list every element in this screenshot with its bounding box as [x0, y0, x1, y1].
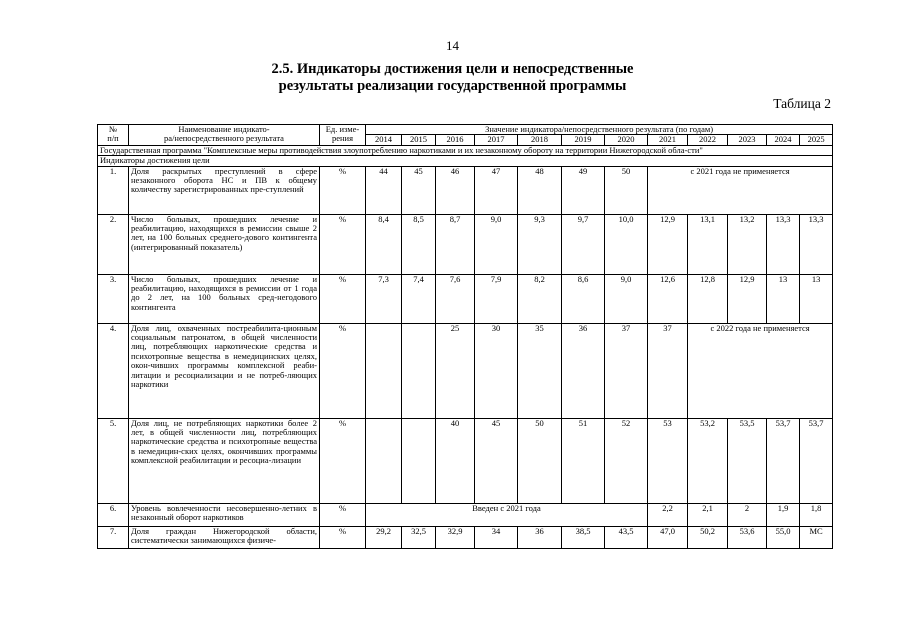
row-name: Доля граждан Нижегородской области, систематически занимающихся физиче- [129, 526, 320, 548]
table-row [98, 274, 833, 323]
row-note: с 2022 года не применяется [688, 323, 833, 418]
row-unit: % [320, 214, 366, 274]
page-number: 14 [446, 38, 459, 53]
value-cell: 36 [518, 526, 562, 548]
value-cell: 7,4 [402, 274, 436, 323]
value-cell: 9,0 [605, 274, 648, 323]
header-year: 2015 [402, 135, 436, 145]
header-year: 2014 [366, 135, 402, 145]
header-year: 2019 [562, 135, 605, 145]
value-cell: 53,7 [800, 418, 833, 503]
table-row [98, 214, 833, 274]
section-row [98, 156, 833, 166]
value-cell: 9,0 [475, 214, 518, 274]
row-unit: % [320, 503, 366, 526]
value-cell: 8,2 [518, 274, 562, 323]
table-row [98, 503, 833, 526]
value-cell: 40 [436, 418, 475, 503]
value-cell: 12,8 [688, 274, 728, 323]
row-note: с 2021 года не применяется [648, 166, 833, 214]
value-cell: 12,6 [648, 274, 688, 323]
header-year: 2021 [648, 135, 688, 145]
table-row [98, 323, 833, 418]
value-cell: 55,0 [767, 526, 800, 548]
value-cell: 9,3 [518, 214, 562, 274]
header-year: 2017 [475, 135, 518, 145]
value-cell: 8,7 [436, 214, 475, 274]
row-unit: % [320, 166, 366, 214]
value-cell: 53,5 [728, 418, 767, 503]
value-cell: 29,2 [366, 526, 402, 548]
value-cell: 32,9 [436, 526, 475, 548]
value-cell: 13,1 [688, 214, 728, 274]
value-cell: 2,1 [688, 503, 728, 526]
value-cell: МС [800, 526, 833, 548]
value-cell: 46 [436, 166, 475, 214]
program-row [98, 145, 833, 155]
value-cell: 45 [402, 166, 436, 214]
value-cell: 2,2 [648, 503, 688, 526]
value-cell: 13,3 [800, 214, 833, 274]
value-cell: 8,6 [562, 274, 605, 323]
value-cell: 51 [562, 418, 605, 503]
value-cell: 12,9 [728, 274, 767, 323]
value-cell: 49 [562, 166, 605, 214]
value-cell [366, 323, 402, 418]
table-row [98, 166, 833, 214]
section-indicators: Индикаторы достижения цели [98, 156, 833, 166]
value-cell: 43,5 [605, 526, 648, 548]
value-cell: 7,3 [366, 274, 402, 323]
header-year: 2020 [605, 135, 648, 145]
row-num: 1. [98, 166, 129, 214]
value-cell: 2 [728, 503, 767, 526]
row-num: 6. [98, 503, 129, 526]
header-unit-line2: рения [331, 133, 354, 144]
value-cell: 48 [518, 166, 562, 214]
value-cell: 1,9 [767, 503, 800, 526]
value-cell: 50,2 [688, 526, 728, 548]
header-row-1 [98, 125, 833, 135]
value-cell: 45 [475, 418, 518, 503]
value-cell: 53,2 [688, 418, 728, 503]
table-label: Таблица 2 [773, 96, 831, 111]
row-unit: % [320, 323, 366, 418]
row-num: 3. [98, 274, 129, 323]
value-cell: 8,5 [402, 214, 436, 274]
row-unit: % [320, 274, 366, 323]
document-title [0, 61, 905, 95]
row-name: Число больных, прошедших лечение и реабилитацию, находящихся в ремиссии от 1 года до 2 лет, на 100 больных сред-негодового контингента [129, 274, 320, 323]
row-unit: % [320, 418, 366, 503]
value-cell: 12,9 [648, 214, 688, 274]
row-num: 7. [98, 526, 129, 548]
header-year: 2016 [436, 135, 475, 145]
row-name: Число больных, прошедших лечение и реабилитацию, находящихся в ремиссии свыше 2 лет, на 100 больных среднего-дового контингента (интегрированный показатель) [129, 214, 320, 274]
row-unit: % [320, 526, 366, 548]
row-name: Уровень вовлеченности несовершенно-летних в незаконный оборот наркотиков [129, 503, 320, 526]
value-cell [402, 418, 436, 503]
value-cell: 53 [648, 418, 688, 503]
row-note: Введен с 2021 года [366, 503, 648, 526]
program-title: Государственная программа "Комплексные меры противодействия злоупотреблению наркотиками и их незаконному обороту на территории Нижегородской обла-сти" [98, 145, 833, 155]
table-row [98, 526, 833, 548]
value-cell: 9,7 [562, 214, 605, 274]
value-cell: 7,6 [436, 274, 475, 323]
row-num: 5. [98, 418, 129, 503]
value-cell: 30 [475, 323, 518, 418]
header-name [129, 125, 320, 146]
header-num [98, 125, 129, 146]
header-year: 2018 [518, 135, 562, 145]
indicators-table [97, 124, 833, 549]
value-cell: 37 [605, 323, 648, 418]
value-cell [366, 418, 402, 503]
value-cell: 37 [648, 323, 688, 418]
value-cell: 36 [562, 323, 605, 418]
value-cell: 35 [518, 323, 562, 418]
value-cell: 13,3 [767, 214, 800, 274]
title-line-2: результаты реализации государственной программы [278, 78, 627, 94]
value-cell: 38,5 [562, 526, 605, 548]
row-name: Доля раскрытых преступлений в сфере незаконного оборота НС и ПВ к общему количеству зарегистрированных пре-ступлений [129, 166, 320, 214]
header-values-title: Значение индикатора/непосредственного результата (по годам) [366, 125, 833, 135]
value-cell: 44 [366, 166, 402, 214]
header-year: 2024 [767, 135, 800, 145]
value-cell: 7,9 [475, 274, 518, 323]
value-cell [402, 323, 436, 418]
row-name: Доля лиц, охваченных постреабилита-ционным социальным патронатом, в общей численности лиц, потребляющих наркотические средства и психотропные вещества в немедицинских целях, окон-чивших программы комплексной реаби-литации и ресоциализации и не потреб-ляющих наркотики [129, 323, 320, 418]
value-cell: 32,5 [402, 526, 436, 548]
header-num-line2: п/п [107, 133, 119, 144]
value-cell: 25 [436, 323, 475, 418]
title-line-1: 2.5. Индикаторы достижения цели и непосредственные [271, 61, 634, 77]
table-row [98, 418, 833, 503]
header-name-line1: Наименование индикато- [178, 124, 270, 134]
value-cell: 13,2 [728, 214, 767, 274]
row-num: 4. [98, 323, 129, 418]
header-year: 2023 [728, 135, 767, 145]
value-cell: 34 [475, 526, 518, 548]
value-cell: 13 [767, 274, 800, 323]
value-cell: 50 [518, 418, 562, 503]
header-year: 2022 [688, 135, 728, 145]
header-name-line2: ра/непосредственного результата [164, 133, 284, 144]
value-cell: 1,8 [800, 503, 833, 526]
value-cell: 8,4 [366, 214, 402, 274]
value-cell: 47,0 [648, 526, 688, 548]
value-cell: 13 [800, 274, 833, 323]
row-name: Доля лиц, не потребляющих наркотики более 2 лет, в общей численности лиц, потребляющих наркотические средства и психотропные вещества в немедицин-ских целях, окончивших программы комплексной реабилитации и ресоциа-лизации [129, 418, 320, 503]
header-num-line1: № [108, 124, 118, 134]
value-cell: 53,7 [767, 418, 800, 503]
header-year: 2025 [800, 135, 833, 145]
header-unit-line1: Ед. изме- [325, 124, 360, 134]
row-num: 2. [98, 214, 129, 274]
value-cell: 47 [475, 166, 518, 214]
value-cell: 52 [605, 418, 648, 503]
value-cell: 50 [605, 166, 648, 214]
value-cell: 10,0 [605, 214, 648, 274]
header-unit [320, 125, 366, 146]
value-cell: 53,6 [728, 526, 767, 548]
